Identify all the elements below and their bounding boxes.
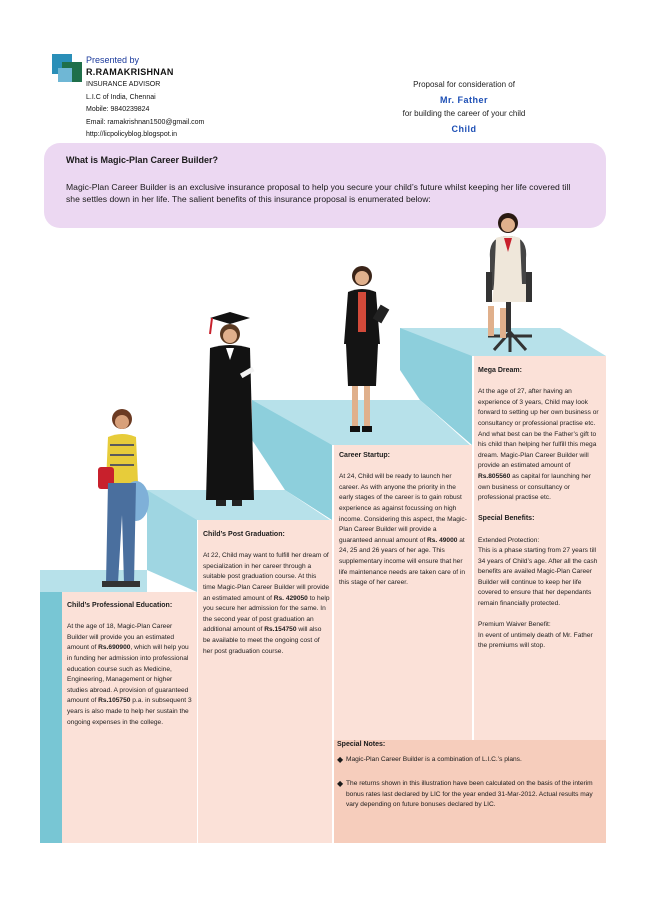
stage-education-heading: Child’s Professional Education: <box>67 602 173 609</box>
student-figure <box>92 405 152 590</box>
proposal-father: Mr. Father <box>439 94 488 105</box>
presenter-org: L.I.C of India, Chennai <box>86 93 156 101</box>
premium-waiver-text: In event of untimely death of Mr. Father the premiums will stop. <box>478 631 593 650</box>
extended-protection-text: This is a phase starting from 27 years till 34 years of Child’s age. After all the cash benefits are availed Magic-Plan Career Builder will continue to keep her life covered to ensure that her dependants remain financially protected. <box>478 547 598 608</box>
premium-waiver-heading: Premium Waiver Benefit: <box>478 621 551 629</box>
presenter-title: INSURANCE ADVISOR <box>86 81 161 88</box>
presented-by-label: Presented by <box>86 55 140 65</box>
special-notes-heading: Special Notes: <box>337 741 386 748</box>
stage-education-text: At the age of 18, Magic-Plan Career Builder will provide you an estimated amount of Rs.690900, which will help you in funding her admission into professional education course such as Medicine, Engineering, Management or higher studies abroad. A provision of guaranteed amount of Rs.105750 p.a. in subsequent 3 years is also made to help her sustain the ongoing expenses in the college. <box>67 623 192 726</box>
special-note-1: ◆ Magic-Plan Career Builder is a combination of L.I.C.’s plans. <box>337 754 522 764</box>
presenter-email: Email: ramakrishnan1500@gmail.com <box>86 118 205 126</box>
stage-post-graduation-text: At 22, Child may want to fulfill her dream of specialization in her career through a suitable post graduation course. At this time Magic-Plan Career Builder will provide an estimated amount of Rs. 429050 to help you secure her admission for the same. In the second year of post graduation an additional amount of Rs.154750 will also be available to meet the ongoing cost of her post graduation course. <box>203 552 330 655</box>
presenter-blog-link[interactable]: http://licpolicyblog.blogspot.in <box>86 131 178 138</box>
special-notes <box>337 740 605 811</box>
proposal-child: Child <box>451 123 477 134</box>
proposal-line-1: Proposal for consideration of <box>413 80 515 89</box>
stage-education <box>67 601 193 728</box>
stage-mega-dream-text: At the age of 27, after having an experience of 3 years, Child may look forward to setting up her own business or consultancy or professional practise etc. And what best can be the Father’s gift to his child than helping her fulfill this mega dream. Magic-Plan Career Builder will provide an estimated amount of Rs.805560 as capital for launching her own business or consultancy or professional practise etc. <box>478 388 599 502</box>
intro-text: Magic-Plan Career Builder is an exclusive insurance proposal to help you secure your child’s future whilst keeping her life covered till she settles down in her life. The salient benefits of this insurance proposal is enumerated below: <box>66 182 571 204</box>
stage-post-graduation <box>203 530 330 657</box>
presenter-name: R.RAMAKRISHNAN <box>86 67 174 77</box>
stage-career-startup-heading: Career Startup: <box>339 452 390 459</box>
stage-mega-dream <box>478 366 602 652</box>
stage-post-graduation-heading: Child’s Post Graduation: <box>203 531 285 538</box>
step-1-riser <box>40 592 62 843</box>
stage-mega-dream-heading: Mega Dream: <box>478 367 522 374</box>
presenter-mobile: Mobile: 9840239824 <box>86 106 150 113</box>
businesswoman-in-chair-figure <box>474 210 542 358</box>
intro-question: What is Magic-Plan Career Builder? <box>66 155 219 165</box>
professional-figure <box>336 262 394 437</box>
proposal-line-2: for building the career of your child <box>402 109 526 118</box>
extended-protection-heading: Extended Protection: <box>478 536 540 544</box>
diamond-bullet-icon: ◆ <box>337 779 344 789</box>
graduate-figure <box>196 312 260 512</box>
stage-career-startup-text: At 24, Child will be ready to launch her career. As with anyone the priority in the early stages of the career is to gain robust experience as against focussing on high income. Considering this aspect, the Magic-Plan Career Builder will provide a guaranteed annual amount of Rs. 49000 at 24, 25 and 26 years of her age. This supplementary income will ensure that her life maintenance needs are taken care of in this stage of her career. <box>339 473 467 587</box>
stage-career-startup <box>339 451 469 589</box>
diamond-bullet-icon: ◆ <box>337 754 344 764</box>
special-note-2: ◆ The returns shown in this illustration have been calculated on the basis of the interim bonus rates last declared by LIC for the year ended 31-Mar-2012. Actual results may vary depending on future bonuses declared by LIC. <box>337 779 605 811</box>
special-benefits-heading: Special Benefits: <box>478 515 535 523</box>
